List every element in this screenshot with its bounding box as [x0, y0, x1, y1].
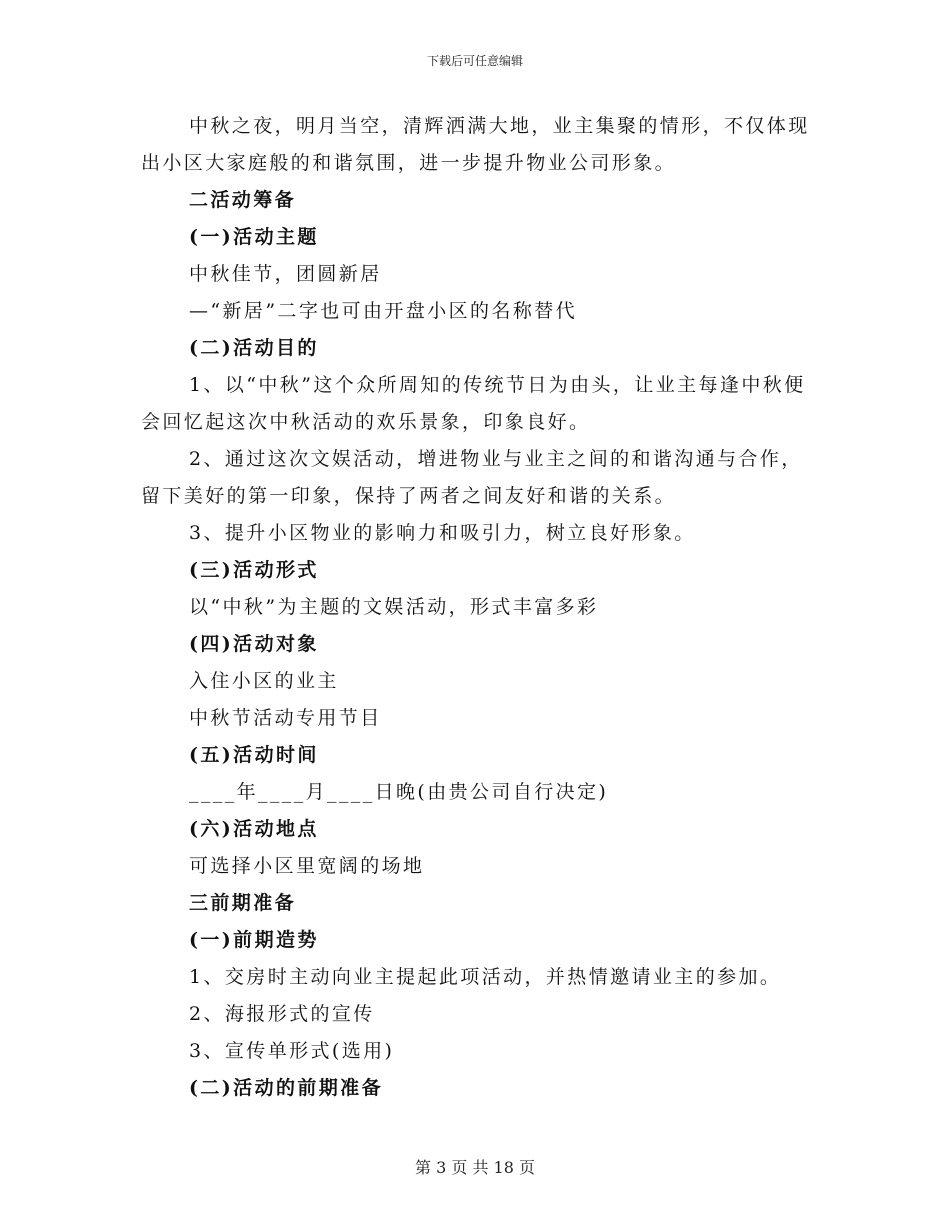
paragraph-promotion-1: 1、交房时主动向业主提起此项活动，并热情邀请业主的参加。: [189, 966, 782, 988]
heading-event-purpose: (二)活动目的: [189, 337, 319, 359]
paragraph-mid-autumn-night: 中秋之夜，明月当空，清辉洒满大地，业主集聚的情形，不仅体现出小区大家庭般的和谐氛围，进一步提升物业公司形象。: [141, 115, 810, 174]
paragraph-time: ____年____月____日晚(由贵公司自行决定): [189, 781, 609, 803]
heading-preliminary-tasks: (二)活动的前期准备: [189, 1077, 383, 1099]
paragraph-purpose-1: 1、以“中秋”这个众所周知的传统节日为由头，让业主每逢中秋便会回忆起这次中秋活动的欢乐景象，印象良好。: [141, 374, 806, 433]
heading-event-audience: (四)活动对象: [189, 633, 319, 655]
page-header: 下载后可任意编辑: [426, 54, 523, 68]
paragraph-audience: 入住小区的业主: [189, 670, 339, 692]
page-footer: 第 3 页 共 18 页: [415, 1158, 535, 1177]
heading-event-theme: (一)活动主题: [189, 226, 319, 248]
heading-event-time: (五)活动时间: [189, 744, 319, 766]
paragraph-purpose-2: 2、通过这次文娱活动，增进物业与业主之间的和谐沟通与合作，留下美好的第一印象，保持了两者之间友好和谐的关系。: [141, 448, 803, 507]
paragraph-theme: 中秋佳节，团圆新居: [189, 263, 382, 285]
document-body: [141, 108, 811, 1107]
heading-promotion: (一)前期造势: [189, 929, 319, 951]
heading-event-location: (六)活动地点: [189, 818, 319, 840]
paragraph-purpose-3: 3、提升小区物业的影响力和吸引力，树立良好形象。: [189, 522, 696, 544]
heading-event-preparation: 二活动筹备: [189, 189, 297, 211]
heading-preliminary-preparation: 三前期准备: [189, 892, 297, 914]
paragraph-promotion-2: 2、海报形式的宣传: [189, 1003, 375, 1025]
paragraph-program: 中秋节活动专用节目: [189, 707, 382, 729]
heading-event-format: (三)活动形式: [189, 559, 319, 581]
paragraph-promotion-3: 3、宣传单形式(选用): [189, 1040, 395, 1062]
paragraph-format: 以“中秋”为主题的文娱活动，形式丰富多彩: [189, 596, 599, 618]
paragraph-theme-note: —“新居”二字也可由开盘小区的名称替代: [189, 300, 578, 322]
paragraph-location: 可选择小区里宽阔的场地: [189, 855, 425, 877]
